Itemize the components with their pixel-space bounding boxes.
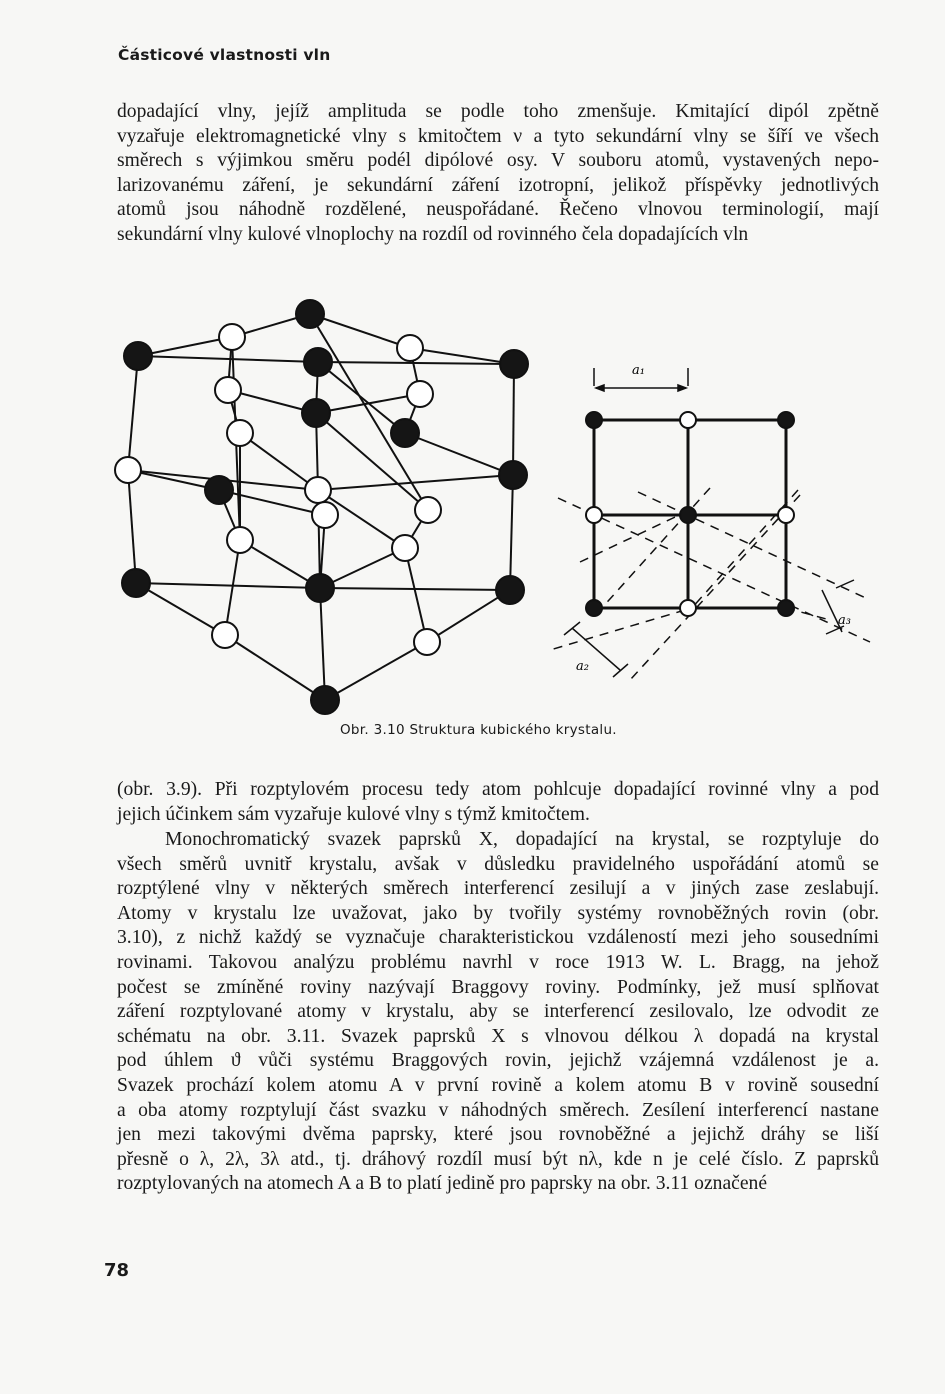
bond-line xyxy=(136,583,320,588)
bond-line xyxy=(310,314,410,348)
atom-light xyxy=(115,457,141,483)
atom-light xyxy=(407,381,433,407)
bond-line xyxy=(136,583,225,635)
bond-line xyxy=(128,356,138,470)
bond-line xyxy=(510,475,513,590)
text-line: všech směrů uvnitř krystalu, avšak v důsledku pravidelného uspořádání atomů se xyxy=(117,853,879,875)
atom-dark xyxy=(296,300,324,328)
text-line: Atomy v krystalu lze uvažovat, jako by tvořily systémy rovnoběžných rovin (obr. xyxy=(117,902,879,924)
bond-line xyxy=(320,588,325,700)
atom-dark xyxy=(778,412,794,428)
atom-light xyxy=(586,507,602,523)
atom-dark xyxy=(500,350,528,378)
text-line: dopadající vlny, jejíž amplituda se podle toho zmenšuje. Kmitající dipól zpětně xyxy=(117,101,879,122)
atom-light xyxy=(212,622,238,648)
crystal-3d-atoms xyxy=(115,300,528,714)
bond-line xyxy=(405,433,513,475)
figure-caption: Obr. 3.10 Struktura kubického krystalu. xyxy=(340,722,617,738)
paragraph-bottom-2 xyxy=(117,828,879,1197)
atom-dark xyxy=(680,507,696,523)
text-line: přesně o λ, 2λ, 3λ atd., tj. dráhový rozdíl musí být nλ, kde n je celé číslo. Z paprsků xyxy=(117,1148,879,1170)
label-a3: a₃ xyxy=(838,613,851,628)
atom-dark xyxy=(124,342,152,370)
text-line: atomů jsou náhodně rozdělené, neuspořádané. Řečeno vlnovou terminologií, mají xyxy=(117,199,879,221)
atom-dark xyxy=(302,399,330,427)
text-line: a oba atomy rozptylují část svazku v náhodných směrech. Zesílení interferencí nastane xyxy=(117,1099,879,1121)
atom-light xyxy=(680,600,696,616)
atom-light xyxy=(680,412,696,428)
atom-dark xyxy=(311,686,339,714)
text-line: schématu na obr. 3.11. Svazek paprsků X s vlnovou délkou λ dopadá na krystal xyxy=(117,1025,879,1047)
label-a1: a₁ xyxy=(632,363,645,378)
atom-light xyxy=(312,502,338,528)
bond-line xyxy=(405,548,427,642)
text-line: rovinami. Takovou analýzu problému navrhl v roce 1913 W. L. Bragg, na jehož xyxy=(117,951,879,973)
crystal-diagram xyxy=(110,290,890,760)
text-line: rozptýlené vlny v některých směrech interferencí zesilují a v jiných zase zeslabují. xyxy=(117,878,879,900)
text-line: vyzařuje elektromagnetické vlny s kmitočtem ν a tyto sekundární vlny se šíří ve všech xyxy=(117,125,879,147)
text-line: jejich účinkem sám vyzařuje kulové vlny s týmž kmitočtem. xyxy=(117,803,590,825)
text-line: Monochromatický svazek paprsků X, dopadající na krystal, se rozptyluje do xyxy=(165,829,879,850)
text-line: (obr. 3.9). Při rozptylovém procesu tedy atom pohlcuje dopadající rovinné vlny a pod xyxy=(117,779,879,800)
atom-dark xyxy=(122,569,150,597)
bond-line xyxy=(318,362,514,364)
atom-light xyxy=(415,497,441,523)
bond-line xyxy=(410,348,514,364)
atom-dark xyxy=(205,476,233,504)
paragraph-bottom-1 xyxy=(117,778,879,827)
atom-light xyxy=(215,377,241,403)
text-line: larizovanému záření, je sekundární záření izotropní, jelikož příspěvky jednotlivých xyxy=(117,174,879,196)
bond-line xyxy=(513,364,514,475)
bond-line xyxy=(128,470,136,583)
page-number: 78 xyxy=(104,1260,130,1281)
bond-line xyxy=(225,635,325,700)
paragraph-top xyxy=(117,100,879,248)
atom-light xyxy=(219,324,245,350)
bond-line xyxy=(225,540,240,635)
text-line: sekundární vlny kulové vlnoplochy na rozdíl od rovinného čela dopadajících vln xyxy=(117,223,749,245)
bond-line xyxy=(138,356,318,362)
bond-line xyxy=(325,642,427,700)
label-a2: a₂ xyxy=(576,659,589,674)
atom-light xyxy=(227,527,253,553)
atom-dark xyxy=(586,412,602,428)
text-line: Svazek prochází kolem atomu A v první rovině a kolem atomu B v rovině sousední xyxy=(117,1074,879,1096)
atom-dark xyxy=(778,600,794,616)
atom-light xyxy=(305,477,331,503)
text-line: 3.10), z nichž každý se vyznačuje charakteristickou vzdáleností mezi jeho sousedními xyxy=(117,927,879,949)
atom-dark xyxy=(499,461,527,489)
text-line: záření rozptylované atomy v krystalu, aby se interferencí zesilovalo, lze odvodit ze xyxy=(117,1001,879,1023)
atom-light xyxy=(778,507,794,523)
atom-dark xyxy=(306,574,334,602)
text-line: jen mezi takovými dvěma paprsky, které jsou rovnoběžné a jejichž dráhy se liší xyxy=(117,1124,879,1146)
atom-dark xyxy=(304,348,332,376)
text-line: pod úhlem ϑ vůči systému Braggových rovin, jejichž vzájemná vzdálenost je a. xyxy=(117,1050,879,1072)
atom-light xyxy=(227,420,253,446)
running-head: Částicové vlastnosti vln xyxy=(118,46,331,64)
atom-light xyxy=(414,629,440,655)
bond-line xyxy=(240,433,318,490)
atom-dark xyxy=(586,600,602,616)
bond-line xyxy=(318,362,405,433)
bond-line xyxy=(320,588,510,590)
text-line: rozptylovaných na atomech A a B to platí jedině pro paprsky na obr. 3.11 označené xyxy=(117,1173,768,1195)
atom-dark xyxy=(496,576,524,604)
atom-dark xyxy=(391,419,419,447)
atom-light xyxy=(397,335,423,361)
atom-light xyxy=(392,535,418,561)
figure-crystal-structure xyxy=(110,290,890,760)
text-line: počest se zmíněné roviny nazývají Braggovy roviny. Podmínky, jež musí splňovat xyxy=(117,976,879,998)
text-line: směrech s výjimkou směru podél dipólové osy. V souboru atomů, vystavených nepo- xyxy=(117,150,879,172)
